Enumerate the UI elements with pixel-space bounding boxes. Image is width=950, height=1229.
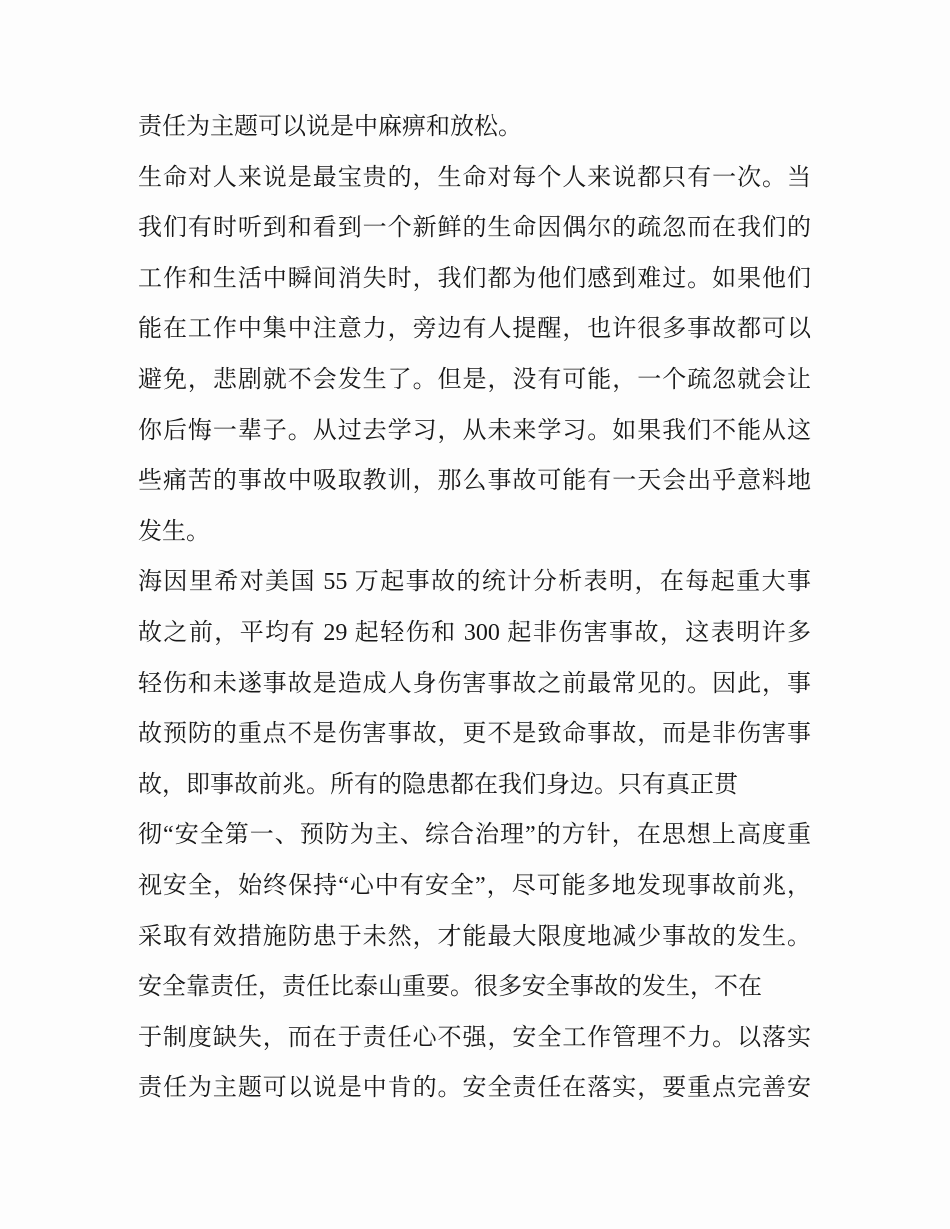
text-line: 视安全，始终保持“心中有安全”，尽可能多地发现事故前兆， bbox=[138, 872, 811, 899]
text-line: 工作和生活中瞬间消失时，我们都为他们感到难过。如果他们 bbox=[138, 265, 811, 292]
text-line: 轻伤和未遂事故是造成人身伤害事故之前最常见的。因此，事 bbox=[138, 670, 811, 697]
text-line: 责任为主题可以说是中肯的。安全责任在落实，要重点完善安 bbox=[138, 1075, 811, 1102]
text-line: 我们有时听到和看到一个新鲜的生命因偶尔的疏忽而在我们的 bbox=[138, 215, 811, 242]
text-line: 故，即事故前兆。所有的隐患都在我们身边。只有真正贯 bbox=[138, 771, 738, 798]
text-line: 些痛苦的事故中吸取教训，那么事故可能有一天会出乎意料地 bbox=[138, 468, 811, 495]
paragraph bbox=[138, 153, 811, 558]
text-line: 彻“安全第一、预防为主、综合治理”的方针，在思想上高度重 bbox=[138, 822, 811, 849]
text-line: 海因里希对美国 55 万起事故的统计分析表明，在每起重大事 bbox=[138, 569, 811, 596]
paragraph bbox=[138, 102, 811, 153]
paragraph bbox=[138, 557, 811, 1114]
text-line: 故预防的重点不是伤害事故，更不是致命事故，而是非伤害事 bbox=[138, 721, 811, 748]
text-line: 发生。 bbox=[138, 518, 210, 545]
text-line: 采取有效措施防患于未然，才能最大限度地减少事故的发生。 bbox=[138, 923, 811, 950]
document-text-block bbox=[138, 102, 811, 1114]
text-line: 安全靠责任，责任比泰山重要。很多安全事故的发生，不在 bbox=[138, 974, 762, 1001]
text-line: 能在工作中集中注意力，旁边有人提醒，也许很多事故都可以 bbox=[138, 316, 811, 343]
text-line: 生命对人来说是最宝贵的，生命对每个人来说都只有一次。当 bbox=[138, 164, 811, 191]
text-line: 避免，悲剧就不会发生了。但是，没有可能，一个疏忽就会让 bbox=[138, 366, 811, 393]
text-line: 故之前，平均有 29 起轻伤和 300 起非伤害事故，这表明许多 bbox=[138, 619, 811, 646]
text-line: 责任为主题可以说是中麻痹和放松。 bbox=[138, 114, 522, 140]
text-line: 你后悔一辈子。从过去学习，从未来学习。如果我们不能从这 bbox=[138, 417, 811, 444]
text-line: 于制度缺失，而在于责任心不强，安全工作管理不力。以落实 bbox=[138, 1024, 811, 1051]
